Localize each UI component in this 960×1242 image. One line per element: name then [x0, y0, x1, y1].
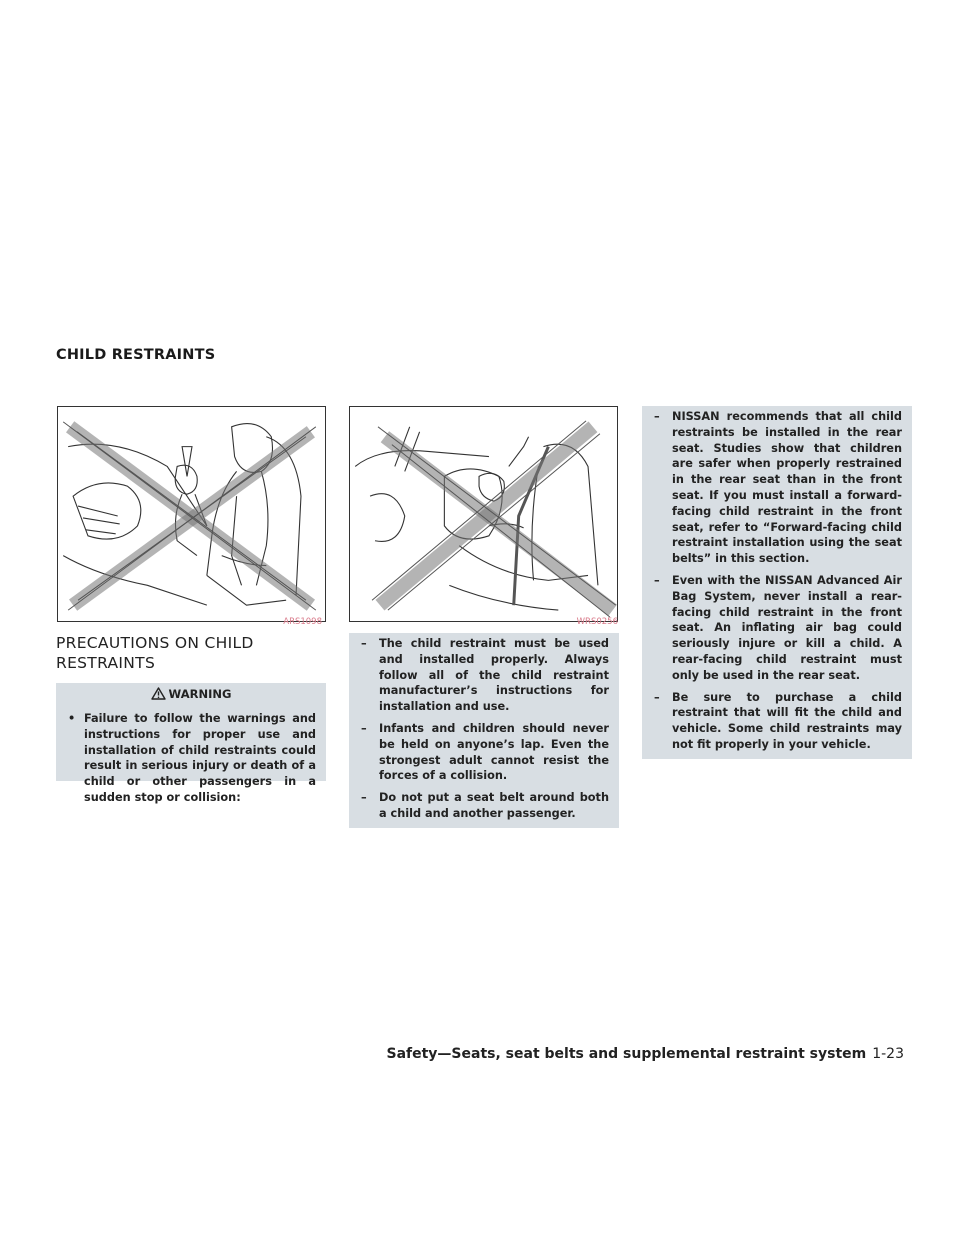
bullet-mark: •	[68, 712, 76, 725]
list-item-text: Even with the NISSAN Advanced Air Bag System, never install a rear-facing child restraint in the front seat. An inflating air bag could seriously injure or kill a child. A rear-facing child restraint must only be used in the rear seat.	[672, 573, 902, 682]
warning-intro-text: Failure to follow the warnings and instructions for proper use and installation of child restraints could result in serious injury or death of a child or other passengers in a sudden stop or collision:	[84, 712, 316, 804]
figure-rear-facing-front-seat-illustration	[349, 406, 618, 622]
list-item-text: The child restraint must be used and installed properly. Always follow all of the child restraint manufacturer’s instructions for installation and use.	[379, 637, 609, 714]
list-item	[349, 790, 609, 822]
list-item	[349, 721, 609, 784]
page-footer	[387, 1046, 905, 1062]
subheading: PRECAUTIONS ON CHILD RESTRAINTS	[56, 634, 254, 672]
warning-box	[56, 683, 326, 804]
figure-child-on-lap-illustration	[57, 406, 326, 622]
list-item-text: Infants and children should never be held on anyone’s lap. Even the strongest adult cannot resist the forces of a collision.	[379, 721, 609, 783]
warning-intro	[56, 711, 316, 806]
dash-mark: –	[361, 721, 367, 735]
warning-box-continued-right	[642, 406, 912, 759]
list-item-text: Be sure to purchase a child restraint that will fit the child and vehicle. Some child restraints may not fit properly in your vehicle.	[672, 690, 902, 751]
dash-mark: –	[361, 637, 367, 650]
dash-mark: –	[654, 573, 660, 587]
list-item-text: NISSAN recommends that all child restraints be installed in the rear seat. Studies show that children are safer when properly restrained in the rear seat than in the front seat. If you must install a forward-facing child restraint in the front seat, refer to “Forward-facing child restraint installation using the seat belts” in this section.	[672, 410, 902, 566]
list-item	[349, 636, 609, 715]
dash-mark: –	[361, 791, 367, 805]
dash-mark: –	[654, 410, 660, 423]
list-item	[642, 573, 902, 684]
warning-header	[56, 683, 326, 705]
warning-box-continued	[349, 633, 619, 828]
child-on-lap-drawing	[58, 407, 325, 621]
list-item	[642, 690, 902, 753]
figure-code: WRS0256	[576, 617, 618, 627]
rear-facing-seat-drawing	[350, 407, 617, 621]
figure-code: ARS1098	[283, 617, 322, 627]
warning-triangle-icon	[151, 687, 166, 700]
footer-chapter-title: Safety—Seats, seat belts and supplemental restraint system	[386, 1046, 867, 1062]
dash-mark: –	[654, 690, 660, 704]
list-item	[642, 409, 902, 567]
section-title: CHILD RESTRAINTS	[56, 347, 216, 363]
list-item-text: Do not put a seat belt around both a child and another passenger.	[379, 791, 609, 820]
warning-label: WARNING	[168, 687, 232, 701]
page-number: 1-23	[872, 1046, 904, 1062]
